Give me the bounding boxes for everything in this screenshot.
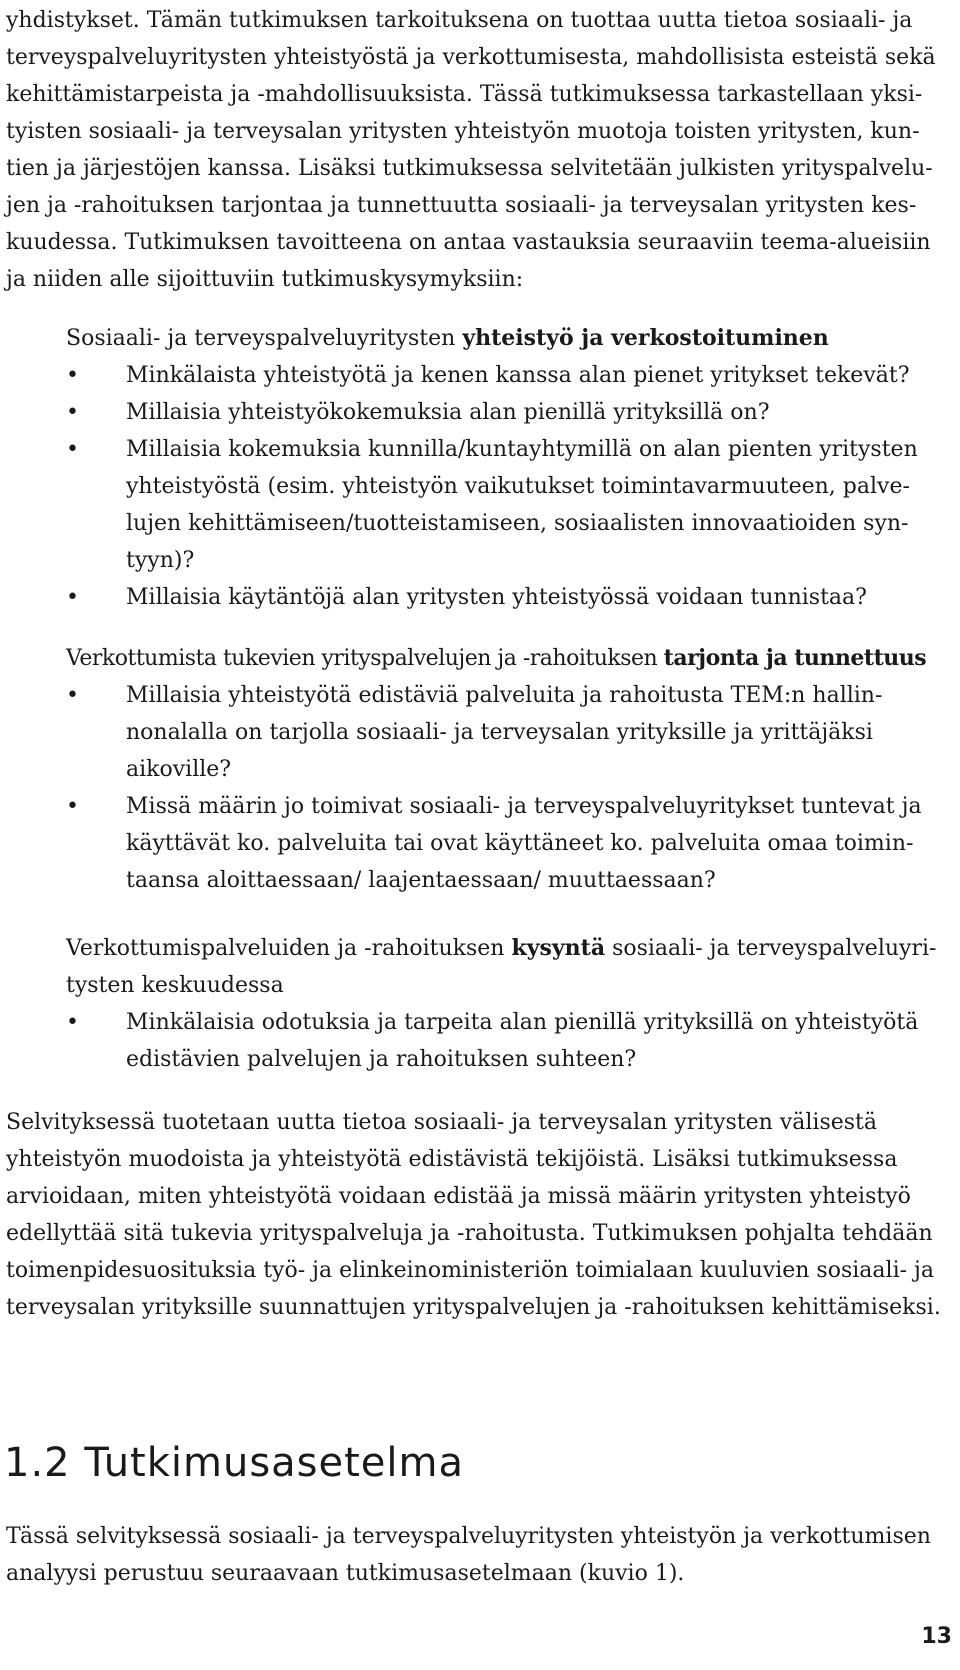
text-line: analyysi perustuu seuraavaan tutkimusasetelmaan (kuvio 1). xyxy=(6,1561,685,1586)
text-line: kehittämistarpeista ja -mahdollisuuksista. Tässä tutkimuksessa tarkastellaan yksi- xyxy=(6,82,923,107)
text-line: yhdistykset. Tämän tutkimuksen tarkoituksena on tuottaa uutta tietoa sosiaali- ja xyxy=(6,8,913,33)
section-title: 1.2 Tutkimusasetelma xyxy=(4,1440,464,1486)
text-line: terveysalan yrityksille suunnattujen yrityspalvelujen ja -rahoituksen kehittämiseksi. xyxy=(6,1295,941,1320)
final-paragraph xyxy=(6,1518,946,1592)
bullet-icon: • xyxy=(66,363,79,388)
list-item-text: Missä määrin jo toimivat sosiaali- ja terveyspalveluyritykset tuntevat ja xyxy=(126,794,922,819)
list-item-text: taansa aloittaessaan/ laajentaessaan/ muuttaessaan? xyxy=(126,868,716,893)
text-line: terveyspalveluyritysten yhteistyöstä ja verkottumisesta, mahdollisista esteistä sekä xyxy=(6,45,936,70)
section-heading-collaboration xyxy=(66,320,829,357)
lead-text: Verkottumista tukevien yrityspalvelujen ja -rahoituksen xyxy=(66,646,664,671)
text-line: ja niiden alle sijoittuviin tutkimuskysymyksiin: xyxy=(6,267,524,292)
lead-text: tysten keskuudessa xyxy=(66,973,284,998)
bullet-icon: • xyxy=(66,794,79,819)
list-item-text: nonalalla on tarjolla sosiaali- ja terveysalan yrityksille ja yrittäjäksi xyxy=(126,720,873,745)
lead-bold-text: tarjonta ja tunnettuus xyxy=(663,645,927,671)
lead-text: Sosiaali- ja terveyspalveluyritysten xyxy=(66,326,463,351)
summary-paragraph xyxy=(6,1104,946,1326)
text-line: jen ja -rahoituksen tarjontaa ja tunnettuutta sosiaali- ja terveysalan yritysten kes- xyxy=(6,193,917,218)
bullet-icon: • xyxy=(66,1010,79,1035)
list-item-text: edistävien palvelujen ja rahoituksen suhteen? xyxy=(126,1047,637,1072)
text-line: toimenpidesuosituksia työ- ja elinkeinoministeriön toimialaan kuuluvien sosiaali- ja xyxy=(6,1258,934,1283)
page-number: 13 xyxy=(921,1624,952,1649)
list-item-text: aikoville? xyxy=(126,757,232,782)
lead-bold-text: kysyntä xyxy=(511,935,606,961)
list-item-text: lujen kehittämiseen/tuotteistamiseen, sosiaalisten innovaatioiden syn- xyxy=(126,511,909,536)
lead-text: Verkottumispalveluiden ja -rahoituksen xyxy=(66,936,512,961)
text-line: yhteistyön muodoista ja yhteistyötä edistävistä tekijöistä. Lisäksi tutkimuksessa xyxy=(6,1147,898,1172)
lead-text: sosiaali- ja terveyspalveluyri- xyxy=(605,936,937,961)
bullet-icon: • xyxy=(66,585,79,610)
list-item-text: Minkälaista yhteistyötä ja kenen kanssa alan pienet yritykset tekevät? xyxy=(126,363,910,388)
list-item-text: yhteistyöstä (esim. yhteistyön vaikutukset toimintavarmuuteen, palve- xyxy=(126,474,910,499)
bullet-icon: • xyxy=(66,437,79,462)
list-item-text: tyyn)? xyxy=(126,548,195,573)
list-item-text: Millaisia yhteistyötä edistäviä palveluita ja rahoitusta TEM:n hallin- xyxy=(126,683,883,708)
list-item-text: käyttävät ko. palveluita tai ovat käyttäneet ko. palveluita omaa toimin- xyxy=(126,831,914,856)
intro-paragraph xyxy=(6,2,946,298)
text-line: tyisten sosiaali- ja terveysalan yritysten yhteistyön muotoja toisten yritysten, kun- xyxy=(6,119,920,144)
text-line: edellyttää sitä tukevia yrityspalveluja ja -rahoitusta. Tutkimuksen pohjalta tehdään xyxy=(6,1221,933,1246)
section-heading-offering xyxy=(66,640,926,677)
text-line: kuudessa. Tutkimuksen tavoitteena on antaa vastauksia seuraaviin teema-alueisiin xyxy=(6,230,931,255)
text-line: Selvityksessä tuotetaan uutta tietoa sosiaali- ja terveysalan yritysten välisestä xyxy=(6,1110,877,1135)
lead-bold-text: yhteistyö ja verkostoituminen xyxy=(462,325,829,351)
text-line: arvioidaan, miten yhteistyötä voidaan edistää ja missä määrin yritysten yhteistyö xyxy=(6,1184,911,1209)
section-heading-demand xyxy=(66,930,936,1004)
list-item-text: Millaisia käytäntöjä alan yritysten yhteistyössä voidaan tunnistaa? xyxy=(126,585,867,610)
text-line: Tässä selvityksessä sosiaali- ja terveyspalveluyritysten yhteistyön ja verkottumisen xyxy=(6,1524,931,1549)
list-item-text: Millaisia kokemuksia kunnilla/kuntayhtymillä on alan pienten yritysten xyxy=(126,437,918,462)
list-item-text: Minkälaisia odotuksia ja tarpeita alan pienillä yrityksillä on yhteistyötä xyxy=(126,1010,919,1035)
bullet-icon: • xyxy=(66,400,79,425)
list-item-text: Millaisia yhteistyökokemuksia alan pienillä yrityksillä on? xyxy=(126,400,770,425)
bullet-icon: • xyxy=(66,683,79,708)
text-line: tien ja järjestöjen kanssa. Lisäksi tutkimuksessa selvitetään julkisten yrityspalvelu- xyxy=(6,156,933,181)
